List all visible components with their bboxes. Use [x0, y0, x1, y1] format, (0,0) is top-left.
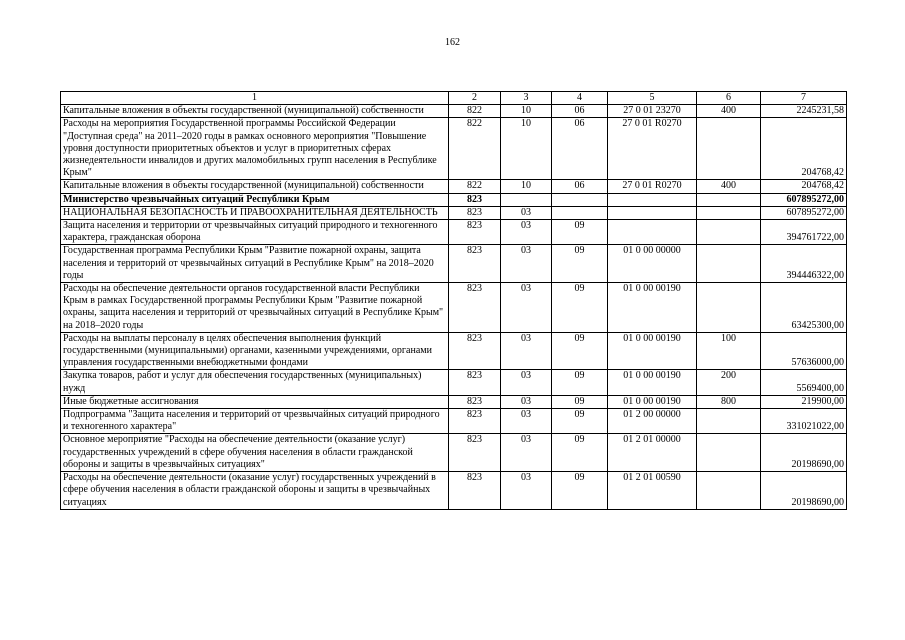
row-code-target: 27 0 01 R0270 [608, 118, 697, 180]
row-code-ministry: 823 [449, 245, 501, 283]
row-code-expense-type [697, 245, 761, 283]
row-code-ministry: 823 [449, 283, 501, 333]
row-code-subsection: 09 [552, 370, 608, 395]
row-name: Основное мероприятие "Расходы на обеспечение деятельности (оказание услуг) государственных учреждений в сфере обучения населения в области гражданской обороны и защиты в чрезвычайных ситуациях" [61, 434, 449, 472]
row-amount: 20198690,00 [761, 434, 847, 472]
table-row [61, 245, 847, 283]
row-name: Капитальные вложения в объекты государственной (муниципальной) собственности [61, 180, 449, 193]
table-row [61, 395, 847, 408]
row-code-subsection: 06 [552, 180, 608, 193]
row-code-target: 27 0 01 R0270 [608, 180, 697, 193]
row-code-expense-type [697, 118, 761, 180]
row-name: Министерство чрезвычайных ситуаций Республики Крым [61, 193, 449, 206]
row-code-target: 01 0 00 00190 [608, 370, 697, 395]
table-row [61, 220, 847, 245]
row-amount: 219900,00 [761, 395, 847, 408]
row-code-subsection: 09 [552, 409, 608, 434]
row-code-target [608, 220, 697, 245]
header-row [61, 92, 847, 105]
row-code-section [501, 193, 552, 206]
table-row [61, 332, 847, 370]
row-code-ministry: 823 [449, 434, 501, 472]
row-code-expense-type [697, 193, 761, 206]
page-number: 162 [445, 37, 460, 48]
row-code-section: 03 [501, 220, 552, 245]
row-code-section: 03 [501, 245, 552, 283]
row-name: Капитальные вложения в объекты государственной (муниципальной) собственности [61, 105, 449, 118]
row-code-expense-type: 400 [697, 180, 761, 193]
row-amount: 20198690,00 [761, 472, 847, 510]
row-code-section: 03 [501, 472, 552, 510]
row-code-expense-type [697, 283, 761, 333]
row-code-target: 27 0 01 23270 [608, 105, 697, 118]
row-code-subsection: 09 [552, 395, 608, 408]
row-code-subsection [552, 206, 608, 219]
row-code-subsection: 06 [552, 105, 608, 118]
row-code-ministry: 823 [449, 332, 501, 370]
row-name: Подпрограмма "Защита населения и территорий от чрезвычайных ситуаций природного и техногенного характера" [61, 409, 449, 434]
table-row [61, 180, 847, 193]
row-name: Расходы на выплаты персоналу в целях обеспечения выполнения функций государственными (муниципальными) органами, казенными учреждениями, органами управления государственными внебюджетными фондами [61, 332, 449, 370]
budget-table [60, 91, 847, 510]
row-code-subsection: 06 [552, 118, 608, 180]
row-code-expense-type: 100 [697, 332, 761, 370]
row-name: Защита населения и территории от чрезвычайных ситуаций природного и техногенного характера, гражданская оборона [61, 220, 449, 245]
header-cell: 2 [449, 92, 501, 105]
row-code-subsection: 09 [552, 332, 608, 370]
row-code-ministry: 823 [449, 206, 501, 219]
header-cell: 7 [761, 92, 847, 105]
row-code-target: 01 2 01 00000 [608, 434, 697, 472]
row-amount: 2245231,58 [761, 105, 847, 118]
row-code-ministry: 823 [449, 409, 501, 434]
row-code-ministry: 823 [449, 220, 501, 245]
row-code-section: 10 [501, 180, 552, 193]
row-code-ministry: 823 [449, 472, 501, 510]
row-code-ministry: 822 [449, 118, 501, 180]
row-amount: 607895272,00 [761, 193, 847, 206]
row-code-section: 10 [501, 105, 552, 118]
row-code-ministry: 822 [449, 105, 501, 118]
table-row [61, 409, 847, 434]
row-amount: 5569400,00 [761, 370, 847, 395]
table-row [61, 206, 847, 219]
header-cell: 5 [608, 92, 697, 105]
row-name: Расходы на обеспечение деятельности органов государственной власти Республики Крым в рамках Государственной программы Республики Крым "Развитие пожарной охраны, защита населения и территорий от чрезвычайных ситуаций в Республике Крым" на 2018–2020 годы [61, 283, 449, 333]
row-code-ministry: 823 [449, 370, 501, 395]
row-code-subsection: 09 [552, 472, 608, 510]
row-code-expense-type [697, 409, 761, 434]
header-cell: 6 [697, 92, 761, 105]
row-code-subsection: 09 [552, 245, 608, 283]
row-amount: 57636000,00 [761, 332, 847, 370]
row-code-ministry: 822 [449, 180, 501, 193]
row-code-target [608, 193, 697, 206]
row-name: НАЦИОНАЛЬНАЯ БЕЗОПАСНОСТЬ И ПРАВООХРАНИТЕЛЬНАЯ ДЕЯТЕЛЬНОСТЬ [61, 206, 449, 219]
row-code-target: 01 0 00 00190 [608, 283, 697, 333]
row-code-expense-type: 800 [697, 395, 761, 408]
row-code-section: 03 [501, 332, 552, 370]
row-code-target: 01 0 00 00000 [608, 245, 697, 283]
row-code-expense-type: 200 [697, 370, 761, 395]
row-code-section: 03 [501, 395, 552, 408]
row-code-target [608, 206, 697, 219]
row-code-section: 03 [501, 206, 552, 219]
row-code-subsection: 09 [552, 220, 608, 245]
row-code-expense-type: 400 [697, 105, 761, 118]
table-row [61, 472, 847, 510]
row-code-section: 03 [501, 283, 552, 333]
row-amount: 607895272,00 [761, 206, 847, 219]
row-code-target: 01 2 00 00000 [608, 409, 697, 434]
row-name: Расходы на мероприятия Государственной программы Российской Федерации "Доступная среда" на 2011–2020 годы в рамках основного мероприятия "Повышение уровня доступности приоритетных объектов и услуг в приоритетных сферах жизнедеятельности инвалидов и других маломобильных групп населения в Республике Крым" [61, 118, 449, 180]
row-amount: 394761722,00 [761, 220, 847, 245]
table-row [61, 118, 847, 180]
row-name: Закупка товаров, работ и услуг для обеспечения государственных (муниципальных) нужд [61, 370, 449, 395]
row-name: Расходы на обеспечение деятельности (оказание услуг) государственных учреждений в сфере обучения населения в области гражданской обороны и защиты в чрезвычайных ситуациях [61, 472, 449, 510]
header-cell: 1 [61, 92, 449, 105]
row-code-expense-type [697, 434, 761, 472]
row-code-section: 10 [501, 118, 552, 180]
row-code-section: 03 [501, 434, 552, 472]
row-code-target: 01 0 00 00190 [608, 395, 697, 408]
row-code-target: 01 2 01 00590 [608, 472, 697, 510]
row-code-expense-type [697, 472, 761, 510]
row-amount: 204768,42 [761, 118, 847, 180]
row-code-subsection: 09 [552, 434, 608, 472]
row-code-section: 03 [501, 409, 552, 434]
header-cell: 4 [552, 92, 608, 105]
row-code-expense-type [697, 220, 761, 245]
row-code-target: 01 0 00 00190 [608, 332, 697, 370]
table-row [61, 193, 847, 206]
row-amount: 331021022,00 [761, 409, 847, 434]
row-code-section: 03 [501, 370, 552, 395]
row-code-subsection [552, 193, 608, 206]
row-code-subsection: 09 [552, 283, 608, 333]
row-amount: 63425300,00 [761, 283, 847, 333]
row-amount: 394446322,00 [761, 245, 847, 283]
row-code-ministry: 823 [449, 193, 501, 206]
table-row [61, 283, 847, 333]
table-row [61, 105, 847, 118]
row-code-ministry: 823 [449, 395, 501, 408]
header-cell: 3 [501, 92, 552, 105]
table-row [61, 434, 847, 472]
row-amount: 204768,42 [761, 180, 847, 193]
row-name: Иные бюджетные ассигнования [61, 395, 449, 408]
table-row [61, 370, 847, 395]
row-name: Государственная программа Республики Крым "Развитие пожарной охраны, защита населения и территорий от чрезвычайных ситуаций в Республике Крым" на 2018–2020 годы [61, 245, 449, 283]
row-code-expense-type [697, 206, 761, 219]
